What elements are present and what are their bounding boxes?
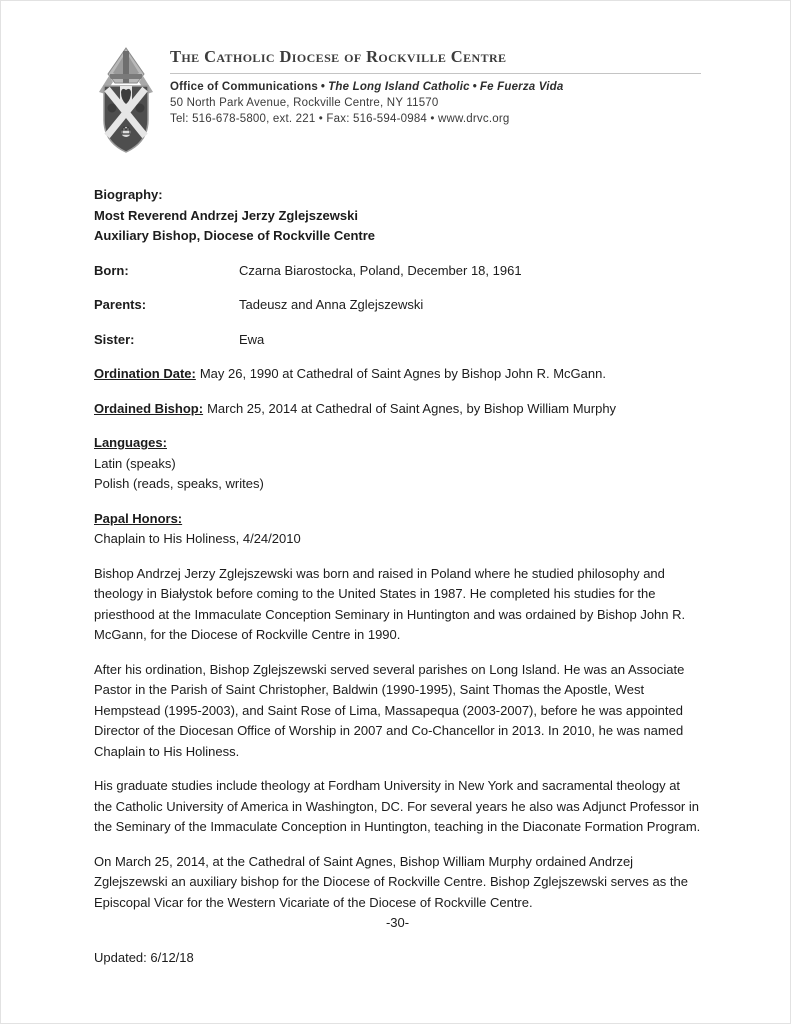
- section-languages: [94, 433, 701, 495]
- office-line: [170, 81, 701, 93]
- fact-value: Ewa: [239, 331, 265, 347]
- bullet-separator: •: [320, 81, 326, 93]
- bio-heading: [94, 185, 701, 247]
- fact-label: Born:: [94, 262, 129, 278]
- contact-line: Tel: 516-678-5800, ext. 221 • Fax: 516-594-0984 • www.drvc.org: [170, 113, 510, 125]
- bullet-separator: •: [472, 81, 477, 93]
- section-line: Polish (reads, speaks, writes): [94, 476, 264, 491]
- fact-value: Czarna Biarostocka, Poland, December 18, 1961: [239, 262, 522, 278]
- fact-label: Parents:: [94, 297, 147, 312]
- fact-label: Sister:: [94, 331, 135, 347]
- paragraph-early-life: Bishop Andrzej Jerzy Zglejszewski was born and raised in Poland where he studied philosophy and theology in Białystok before coming to the United States in 1987. He completed his studies for the priesthood at the Immaculate Conception Seminary in Huntington and was ordained by Bishop John R. McGann, for the Diocese of Rockville Centre in 1990.: [94, 565, 686, 642]
- letterhead-text: [170, 45, 701, 125]
- diocese-crest-logo: [94, 46, 158, 159]
- diocese-title: The Catholic Diocese of Rockville Centre: [170, 45, 701, 74]
- fact-row-born: [94, 261, 701, 282]
- letter-page: [1, 1, 790, 968]
- section-heading: Papal Honors:: [94, 510, 183, 526]
- biography-body: [94, 185, 701, 968]
- end-mark: -30-: [385, 915, 410, 930]
- coat-of-arms-icon: [94, 46, 158, 154]
- section-line: Latin (speaks): [94, 455, 176, 471]
- office-name: Office of Communications: [170, 81, 318, 93]
- letterhead: [94, 45, 701, 159]
- inline-fact-label: Ordained Bishop:: [94, 400, 204, 416]
- fact-value: Tadeusz and Anna Zglejszewski: [239, 297, 424, 312]
- bio-name: Most Reverend Andrzej Jerzy Zglejszewski: [94, 207, 358, 223]
- fact-row-parents: [94, 295, 701, 316]
- inline-fact-value: March 25, 2014 at Cathedral of Saint Agnes, by Bishop William Murphy: [207, 400, 617, 416]
- address-line: 50 North Park Avenue, Rockville Centre, NY 11570: [170, 97, 439, 109]
- bio-title: Auxiliary Bishop, Diocese of Rockville Centre: [94, 228, 376, 243]
- section-line: Chaplain to His Holiness, 4/24/2010: [94, 531, 301, 546]
- inline-fact-label: Ordination Date:: [94, 366, 196, 381]
- ordination-date-line: [94, 364, 701, 385]
- inline-fact-value: May 26, 1990 at Cathedral of Saint Agnes by Bishop John R. McGann.: [199, 366, 606, 381]
- publication-2: Fe Fuerza Vida: [479, 81, 564, 93]
- section-papal-honors: [94, 509, 701, 550]
- paragraph-parishes: After his ordination, Bishop Zglejszewski served several parishes on Long Island. He was an Associate Pastor in the Parish of Saint Christopher, Baldwin (1990-1995), Saint Thomas the Apostle, West Hempstead (1995-2003), and Saint Rose of Lima, Massapequa (2003-2007), before he was appointed Director of the Diocesan Office of Worship in 2007 and Co-Chancellor in 2013. In 2010, he was named Chaplain to His Holiness.: [94, 661, 685, 759]
- section-heading: Languages:: [94, 435, 167, 450]
- paragraph-ordained-bishop: On March 25, 2014, at the Cathedral of Saint Agnes, Bishop William Murphy ordained Andrzej Zglejszewski an auxiliary bishop for the Diocese of Rockville Centre. Bishop Zglejszewski serves as the Episcopal Vicar for the Western Vicariate of the Diocese of Rockville Centre.: [94, 853, 688, 910]
- fact-row-sister: [94, 330, 701, 351]
- ordained-bishop-line: [94, 399, 701, 420]
- publication-1: The Long Island Catholic: [328, 81, 470, 93]
- paragraph-graduate-studies: His graduate studies include theology at Fordham University in New York and sacramental theology at the Catholic University of America in Washington, DC. For several years he also was Adjunct Professor in the Seminary of the Immaculate Conception in Huntington, teaching in the Diaconate Formation Program.: [94, 778, 701, 834]
- bio-label: Biography:: [94, 187, 163, 202]
- updated-line: Updated: 6/12/18: [94, 949, 194, 965]
